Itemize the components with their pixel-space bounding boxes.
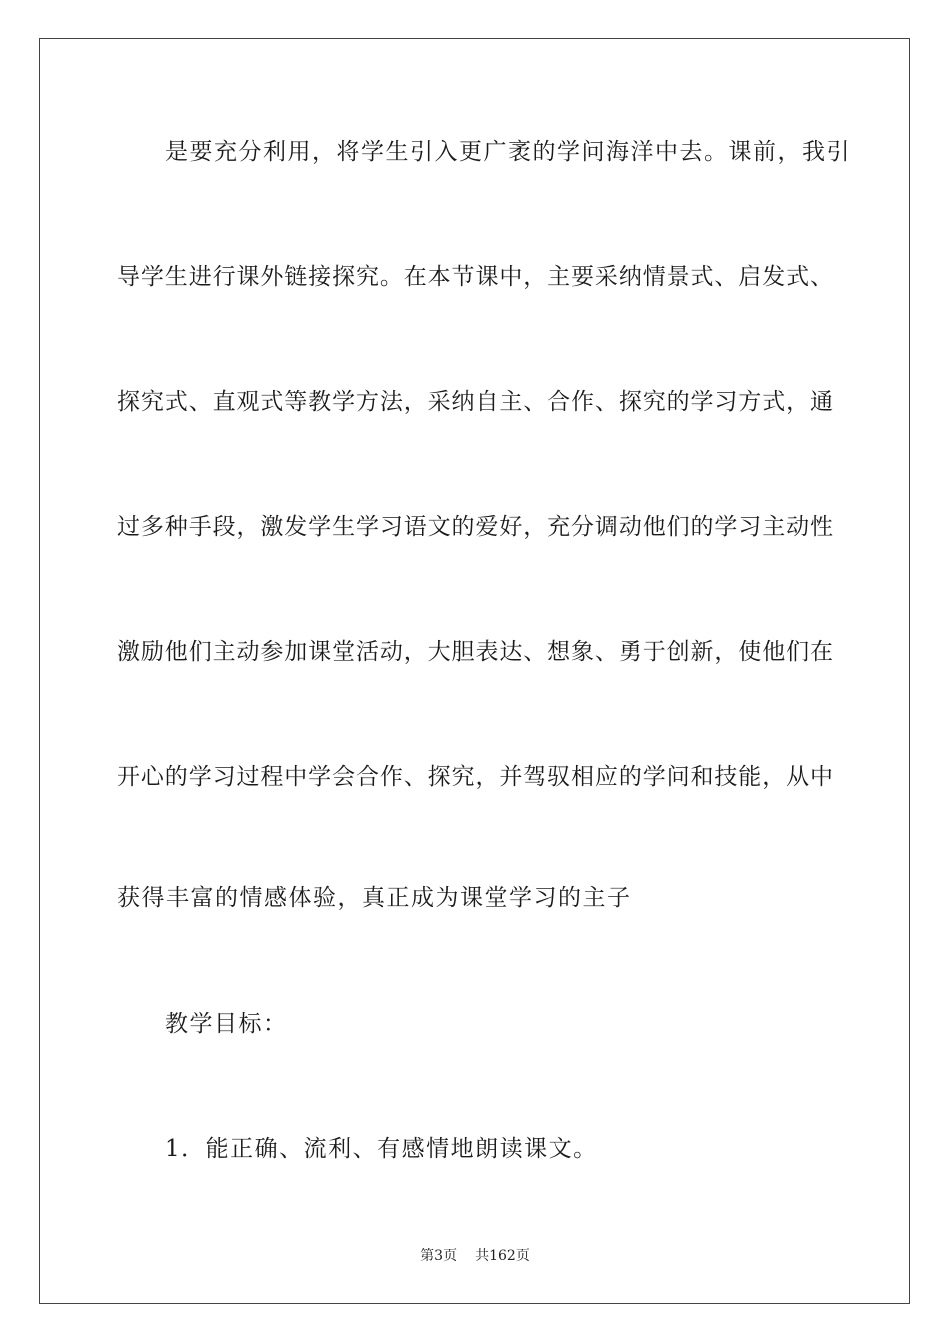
section-heading: 教学目标： <box>165 1011 288 1037</box>
paragraph-line-7: 获得丰富的情感体验，真正成为课堂学习的主子 <box>117 885 632 911</box>
paragraph-line-6: 开心的学习过程中学会合作、探究，并驾驭相应的学问和技能，从中 <box>117 764 833 790</box>
paragraph-line-3: 探究式、直观式等教学方法，采纳自主、合作、探究的学习方式，通 <box>117 389 833 415</box>
paragraph-line-5: 激励他们主动参加课堂活动，大胆表达、想象、勇于创新，使他们在 <box>117 639 833 665</box>
page-total: 共162页 <box>475 1248 530 1264</box>
paragraph-line-4: 过多种手段，激发学生学习语文的爱好，充分调动他们的学习主动性 <box>117 514 833 540</box>
paragraph-line-2: 导学生进行课外链接探究。在本节课中，主要采纳情景式、启发式、 <box>117 264 833 290</box>
page-number: 第3页 <box>420 1248 458 1264</box>
list-item: 1．能正确、流利、有感情地朗读课文。 <box>165 1136 598 1162</box>
page-footer <box>0 1247 950 1265</box>
paragraph-line-1: 是要充分利用，将学生引入更广袤的学问海洋中去。课前，我引 <box>165 139 851 165</box>
page-frame <box>39 38 910 1304</box>
